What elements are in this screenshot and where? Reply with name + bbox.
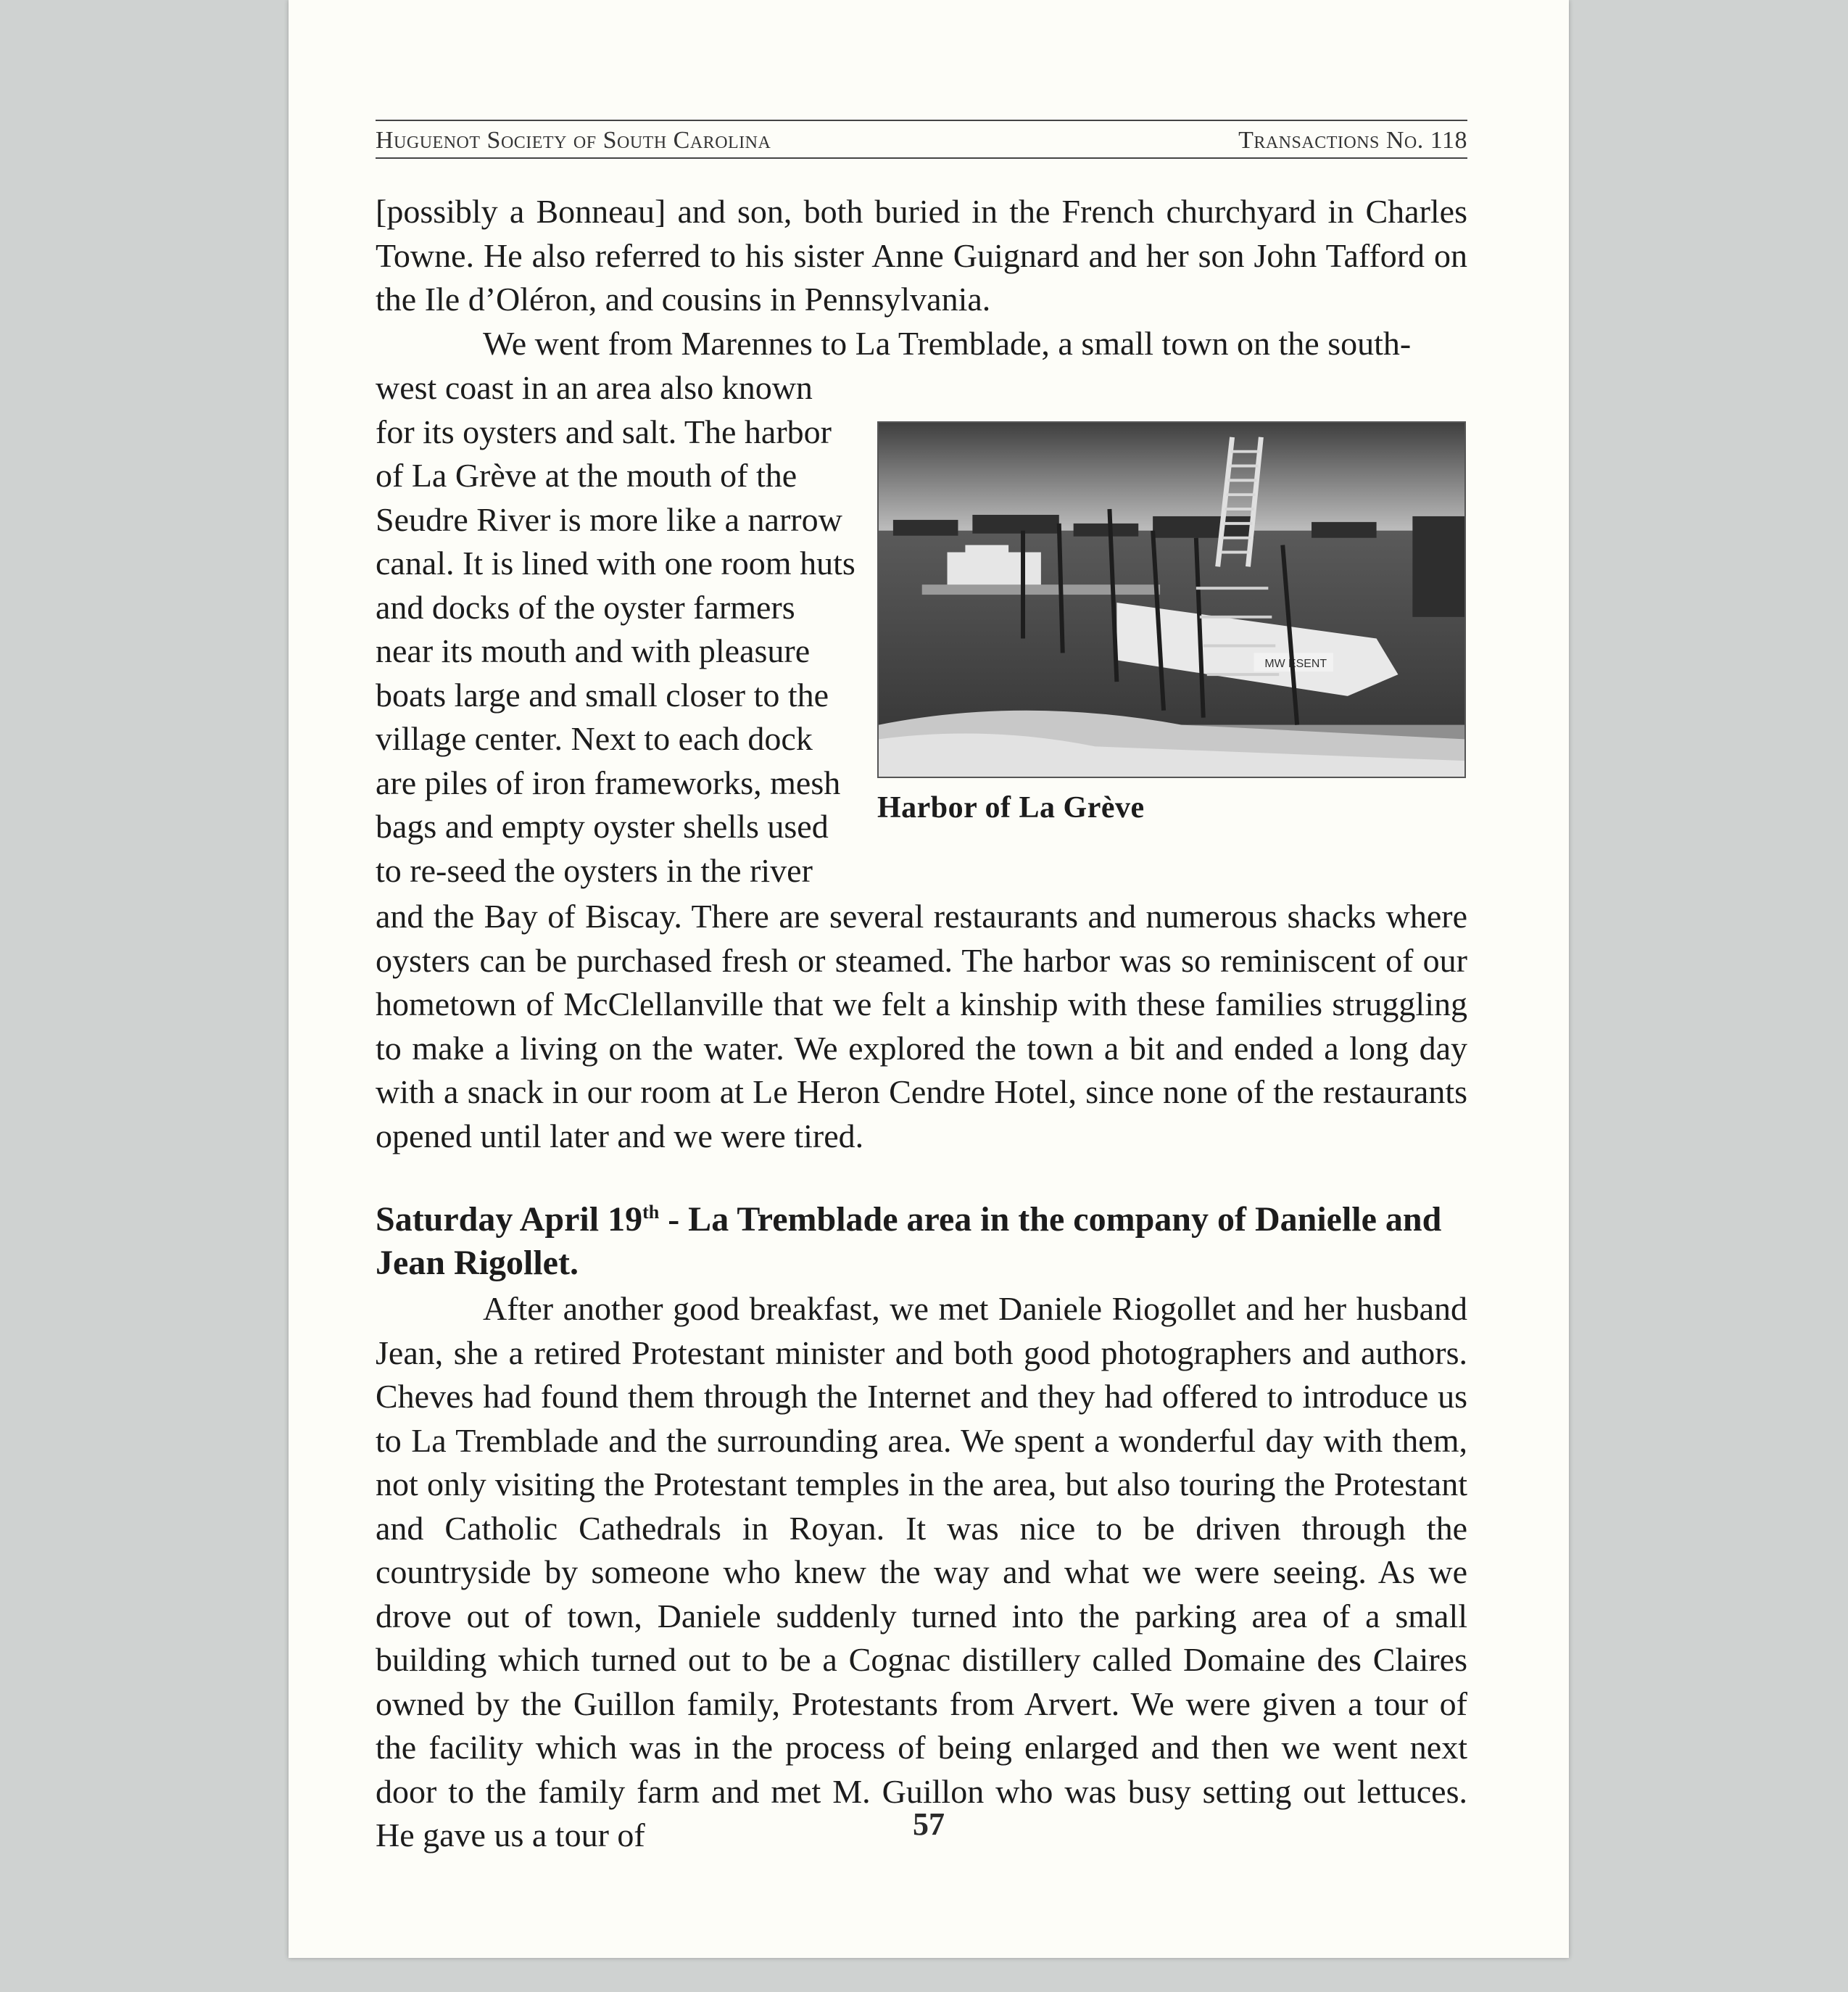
header-transactions-number: Transactions No. 118 xyxy=(1238,127,1467,154)
paragraph-2-line-1: We went from Marennes to La Tremblade, a small town on the south- xyxy=(483,325,1412,362)
heading-ordinal-suffix: th xyxy=(642,1202,660,1223)
wrapped-line: for its oysters and salt. The harbor xyxy=(376,413,832,450)
harbor-photo-illustration xyxy=(879,423,1464,777)
paragraph-2-continued: and the Bay of Biscay. There are several restaurants and numerous shacks where oysters can be purchased fresh or steamed. The harbor was so reminiscent of our hometown of McClellanville that we felt a kinship with these families struggling to make a living on the water. We explored the town a bit and ended a long day with a snack in our room at Le Heron Cendre Hotel, since none of the restaurants opened until later and we were tired. xyxy=(376,898,1467,1154)
wrapped-line: Seudre River is more like a narrow xyxy=(376,500,842,538)
wrapped-line: are piles of iron frameworks, mesh xyxy=(376,764,841,801)
running-header xyxy=(376,120,1467,159)
document-page xyxy=(289,0,1569,1958)
heading-title: - La Tremblade area in the company of Danielle and Jean Rigollet. xyxy=(376,1200,1442,1282)
wrapped-line: bags and empty oyster shells used xyxy=(376,808,829,845)
photo-caption: Harbor of La Grève xyxy=(877,791,1145,825)
paragraph-1: [possibly a Bonneau] and son, both buried in the French churchyard in Charles Towne. He also referred to his sister Anne Guignard and her son John Tafford on the Ile d’Oléron, and cousins in Pennsylvania. xyxy=(376,193,1467,318)
wrapped-line: of La Grève at the mouth of the xyxy=(376,457,797,494)
boat-name-label: MW ESENT xyxy=(1264,658,1327,671)
header-society-name: Huguenot Society of South Carolina xyxy=(376,127,771,154)
wrapped-line: west coast in an area also known xyxy=(376,369,813,406)
paragraph-2-first-line xyxy=(376,322,1467,366)
wrapped-line: boats large and small closer to the xyxy=(376,676,829,714)
paragraph-2-wrapped-column xyxy=(376,366,855,893)
wrapped-line: to re-seed the oysters in the river xyxy=(376,851,813,889)
heading-date: Saturday April 19 xyxy=(376,1200,643,1239)
wrapped-line: canal. It is lined with one room huts xyxy=(376,545,855,582)
wrapped-line: and docks of the oyster farmers xyxy=(376,588,795,626)
paragraph-3: After another good breakfast, we met Daniele Riogollet and her husband Jean, she a retired Protestant minister and both good photographers and authors. Cheves had found them through the Internet and they had offered to introduce us to La Tremblade and the surrounding area. We spent a wonderful day with them, not only visiting the Protestant temples in the area, but also touring the Protestant and Catholic Cathedrals in Royan. It was nice to be driven through the countryside by someone who knew the way and what we were seeing. As we drove out of town, Daniele suddenly turned into the parking area of a small building which turned out to be a Cognac distillery called Domaine des Claires owned by the Guillon family, Protestants from Arvert. We were given a tour of the facility which was in the process of being enlarged and then we went next door to the family farm and met M. Guillon who was busy setting out lettuces. He gave us a tour of xyxy=(376,1290,1467,1853)
harbor-photo xyxy=(877,421,1466,778)
section-heading xyxy=(376,1198,1467,1285)
page-number: 57 xyxy=(913,1806,945,1842)
wrapped-line: village center. Next to each dock xyxy=(376,720,813,757)
wrapped-line: near its mouth and with pleasure xyxy=(376,632,811,669)
